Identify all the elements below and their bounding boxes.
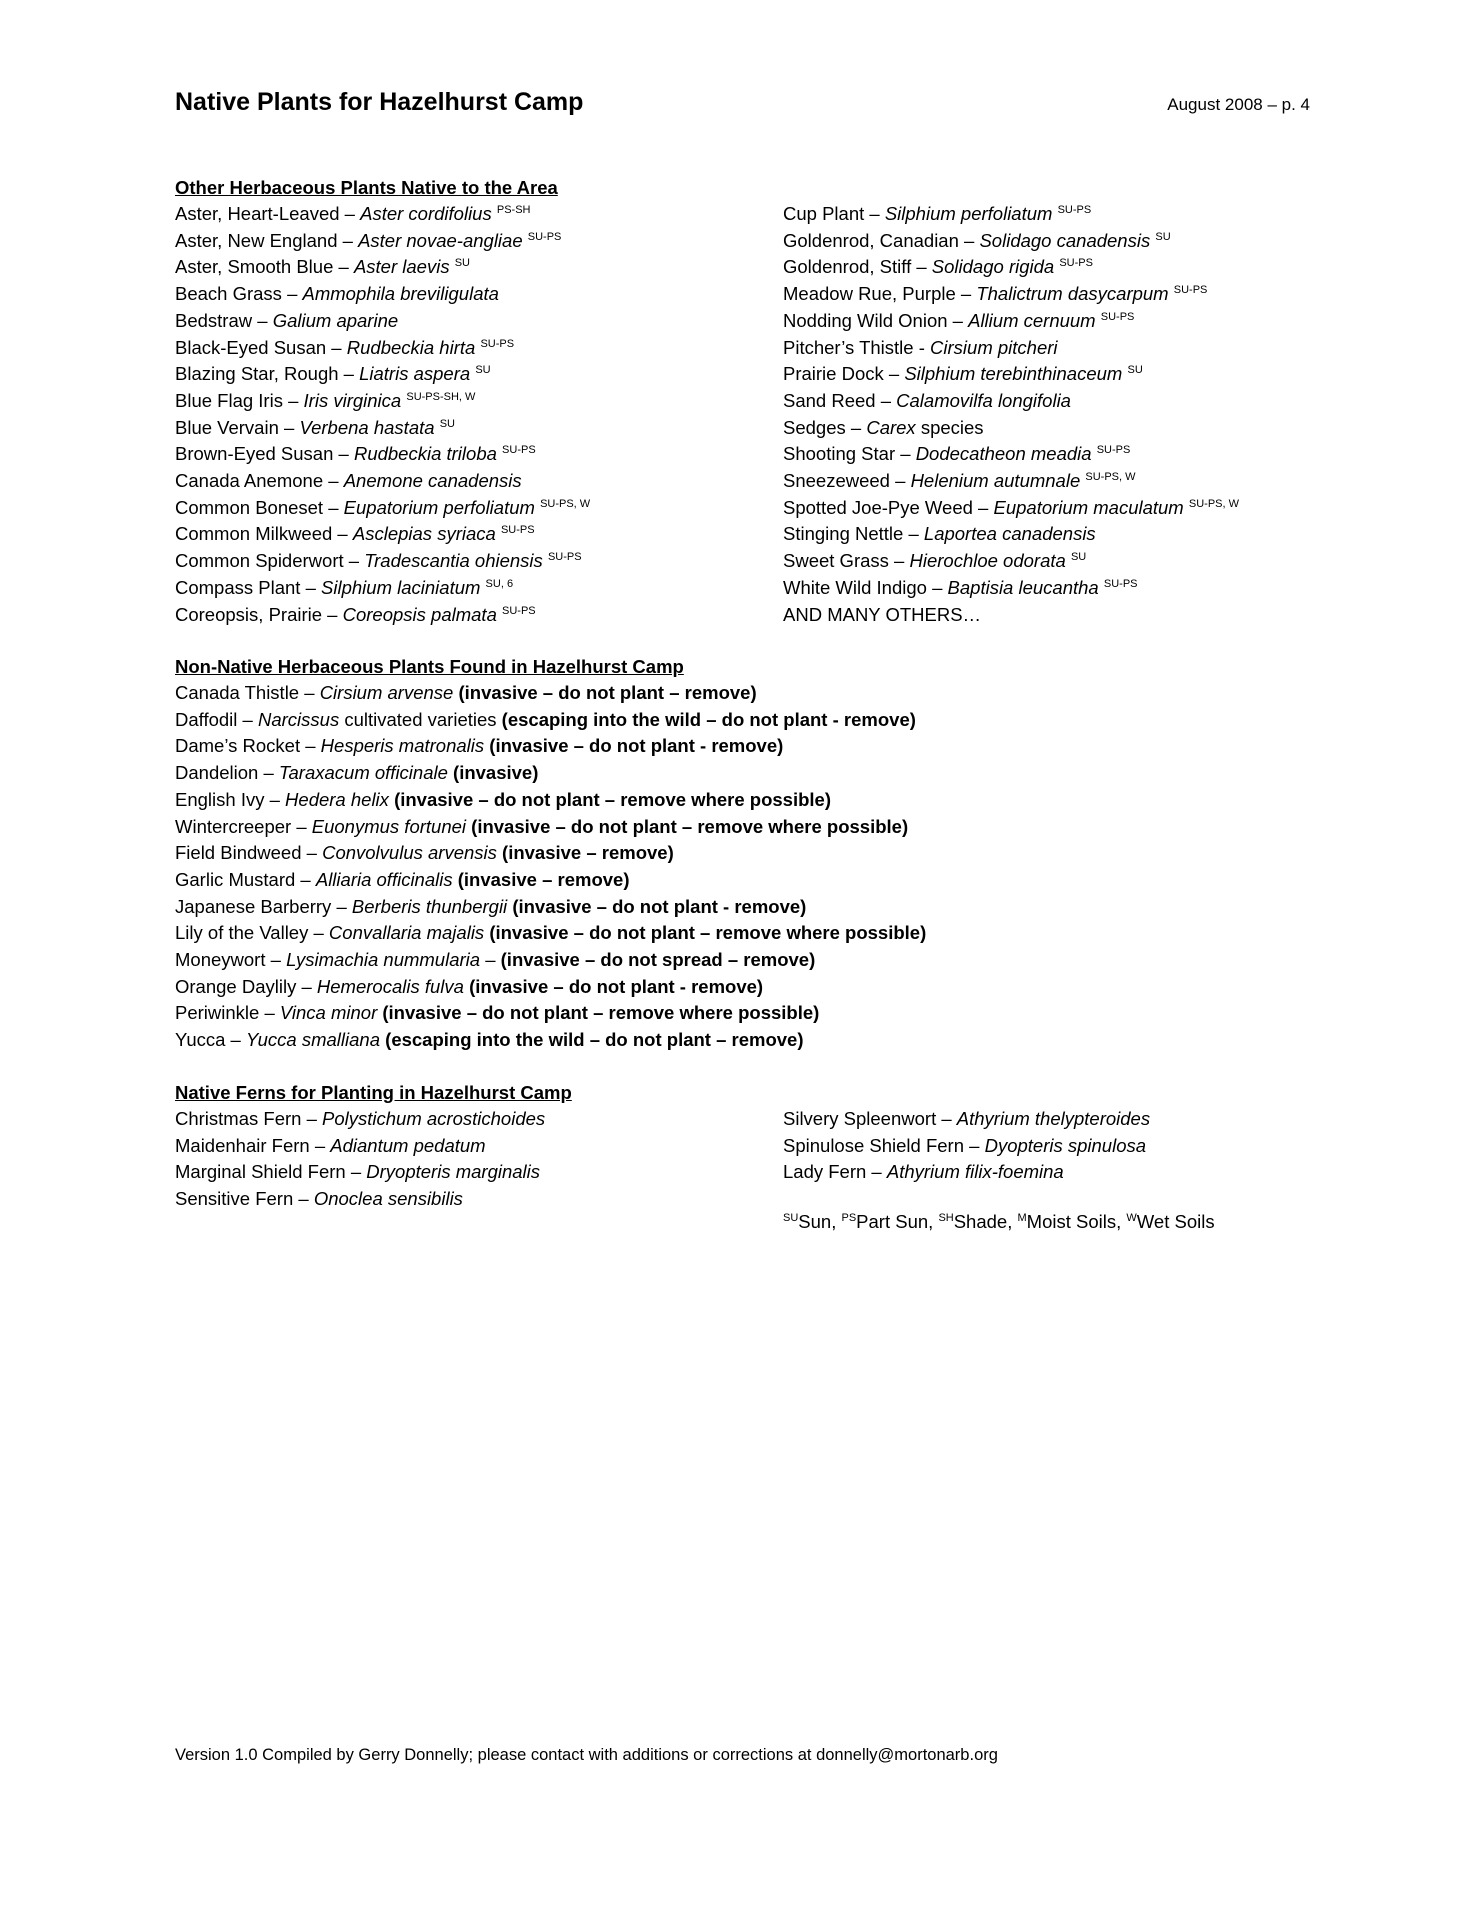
separator: –: [864, 203, 885, 224]
plant-entry: [783, 548, 1239, 575]
scientific-name: Hesperis matronalis: [320, 735, 485, 757]
scientific-name: Coreopsis palmata: [342, 603, 497, 625]
common-name: Garlic Mustard: [175, 868, 296, 890]
exposure-code: SU-PS: [547, 551, 582, 564]
plant-entry: [175, 281, 590, 308]
ferns-list-right: [783, 1106, 1150, 1186]
scientific-name: Convallaria majalis: [328, 922, 485, 944]
common-name: Silvery Spleenwort: [783, 1108, 937, 1129]
scientific-name: Hemerocalis fulva: [316, 975, 464, 997]
exposure-code: SU-PS, W: [1188, 497, 1239, 510]
scientific-name: Alliaria officinalis: [315, 868, 453, 890]
scientific-name: Rudbeckia triloba: [353, 443, 497, 465]
common-name: Sneezeweed: [783, 470, 890, 492]
plant-entry: [783, 602, 1239, 629]
plant-entry: [783, 228, 1239, 255]
scientific-name: Vinca minor: [279, 1002, 378, 1024]
exposure-code: SU-PS: [1103, 577, 1138, 590]
common-name: Blue Flag Iris: [175, 389, 283, 411]
common-name: Japanese Barberry: [175, 895, 332, 917]
separator: –: [955, 283, 977, 305]
non-native-entry: Dandelion – Taraxacum officinale (invasive): [175, 762, 539, 784]
plant-entry: [175, 521, 590, 548]
common-name: Black-Eyed Susan: [175, 336, 327, 358]
plant-entry: [783, 201, 1239, 228]
scientific-name: Asclepias syriaca: [352, 523, 496, 545]
scientific-name: Euonymus fortunei: [311, 815, 467, 837]
scientific-name: Solidago rigida: [931, 256, 1055, 278]
scientific-name: Silphium laciniatum: [321, 576, 481, 598]
non-native-entry: Field Bindweed – Convolvulus arvensis (invasive – remove): [175, 842, 674, 864]
exposure-code: SU-PS, W: [540, 497, 591, 510]
scientific-name: Iris virginica: [303, 389, 402, 411]
exposure-code: SU: [475, 364, 491, 377]
fern-entry: Christmas Fern – Polystichum acrostichoides: [175, 1108, 546, 1129]
status-note: (escaping into the wild – do not plant - remove): [501, 708, 916, 730]
plant-entry: [175, 441, 590, 468]
separator: –: [875, 389, 897, 411]
common-name: Pitcher’s Thistle: [783, 336, 914, 358]
status-note: (invasive – remove): [502, 842, 674, 864]
separator: –: [278, 416, 300, 438]
page-info: August 2008 – p. 4: [1167, 95, 1310, 114]
status-note: (invasive – do not plant – remove where possible): [471, 815, 909, 837]
plant-entry: [175, 308, 590, 335]
scientific-name: Onoclea sensibilis: [313, 1188, 463, 1210]
plant-entry: [175, 548, 590, 575]
common-name: Shooting Star: [783, 443, 896, 465]
exposure-code: SU-PS, W: [1085, 471, 1136, 484]
non-native-entry: Dame’s Rocket – Hesperis matronalis (invasive – do not plant - remove): [175, 735, 784, 757]
scientific-name: Dodecatheon meadia: [915, 443, 1092, 465]
non-native-entry: English Ivy – Hedera helix (invasive – do not plant – remove where possible): [175, 788, 831, 810]
scientific-name: Helenium autumnale: [910, 470, 1081, 492]
fern-entry: Spinulose Shield Fern – Dyopteris spinulosa: [783, 1134, 1147, 1156]
common-name: Moneywort: [175, 949, 266, 971]
common-name: Goldenrod, Stiff: [783, 256, 912, 278]
common-name: English Ivy: [175, 788, 265, 810]
plant-entry: [783, 495, 1239, 522]
legend-label: Sun,: [798, 1211, 842, 1232]
scientific-name: Dryopteris marginalis: [366, 1161, 541, 1183]
separator: –: [339, 203, 361, 224]
fern-entry: Silvery Spleenwort – Athyrium thelypteroides: [783, 1108, 1151, 1129]
section-heading-native-herbs: Other Herbaceous Plants Native to the Area: [175, 177, 558, 198]
common-name: Blazing Star, Rough: [175, 363, 339, 385]
footer-note: Version 1.0 Compiled by Gerry Donnelly; please contact with additions or corrections at donnelly@mortonarb.org: [175, 1746, 998, 1764]
common-name: Common Boneset: [175, 496, 324, 518]
non-native-entry: Orange Daylily – Hemerocalis fulva (invasive – do not plant - remove): [175, 975, 764, 997]
exposure-code: SU-PS: [502, 444, 536, 457]
scientific-name: Aster laevis: [353, 256, 450, 278]
scientific-name: Rudbeckia hirta: [346, 336, 476, 358]
separator: –: [947, 309, 969, 331]
scientific-name: Silphium perfoliatum: [884, 203, 1053, 224]
scientific-name: Yucca smalliana: [245, 1029, 381, 1051]
plant-entry: [175, 468, 590, 495]
scientific-name: Galium aparine: [272, 309, 399, 331]
name-suffix: cultivated varieties: [339, 708, 502, 730]
separator: –: [300, 576, 322, 598]
common-name: Spinulose Shield Fern: [783, 1134, 964, 1156]
common-name: Brown-Eyed Susan: [175, 443, 334, 465]
ferns-list-left: [175, 1106, 545, 1213]
non-native-entry: Garlic Mustard – Alliaria officinalis (invasive – remove): [175, 868, 630, 890]
separator: –: [343, 550, 365, 572]
status-note: (invasive – remove): [457, 868, 630, 890]
exposure-code: SU-PS: [500, 524, 535, 537]
legend-label: Shade,: [953, 1211, 1018, 1232]
common-name: Marginal Shield Fern: [175, 1161, 346, 1183]
non-native-entry: Wintercreeper – Euonymus fortunei (invasive – do not plant – remove where possible): [175, 815, 909, 837]
page-title: Native Plants for Hazelhurst Camp: [175, 88, 584, 116]
native-herbs-list-right: [783, 201, 1239, 628]
separator: –: [323, 496, 344, 518]
common-name: Sensitive Fern: [175, 1188, 294, 1210]
exposure-code: SU: [1155, 230, 1171, 243]
name-suffix: –: [480, 949, 501, 971]
legend-label: Moist Soils,: [1026, 1211, 1127, 1232]
common-name: Goldenrod, Canadian: [783, 229, 959, 251]
common-name: Periwinkle: [175, 1002, 260, 1024]
common-name: Sand Reed: [783, 389, 876, 411]
scientific-name: Aster novae-angliae: [358, 229, 523, 251]
scientific-name: Ammophila breviligulata: [302, 283, 499, 305]
scientific-name: Eupatorium maculatum: [993, 496, 1184, 518]
fern-entry: Marginal Shield Fern – Dryopteris marginalis: [175, 1161, 541, 1183]
plant-entry: [783, 254, 1239, 281]
common-name: Sweet Grass: [783, 550, 889, 572]
non-native-list: [175, 680, 926, 1054]
status-note: (invasive – do not plant - remove): [512, 895, 807, 917]
scientific-name: Baptisia leucantha: [947, 576, 1099, 598]
fern-entry: Lady Fern – Athyrium filix-foemina: [783, 1161, 1064, 1183]
legend-code: M: [1017, 1212, 1027, 1224]
scientific-name: Cirsium arvense: [319, 682, 454, 703]
common-name: Coreopsis, Prairie: [175, 603, 323, 625]
plant-entry: [783, 521, 1239, 548]
common-name: Field Bindweed: [175, 842, 302, 864]
separator: –: [326, 336, 347, 358]
separator: –: [323, 470, 344, 492]
status-note: (invasive – do not plant – remove): [458, 682, 757, 703]
common-name: Canada Anemone: [175, 470, 324, 492]
legend-code: SH: [938, 1212, 954, 1224]
light-soil-legend: [783, 1211, 1215, 1233]
common-name: AND MANY OTHERS…: [783, 603, 982, 625]
scientific-name: Carex: [866, 416, 916, 438]
status-note: (invasive – do not plant – remove where possible): [489, 922, 927, 944]
exposure-code: SU-PS: [480, 337, 515, 350]
native-herbs-list-left: [175, 201, 590, 628]
plant-entry: [175, 602, 590, 629]
plant-entry: [783, 388, 1239, 415]
exposure-code: PS-SH: [496, 204, 531, 216]
separator: –: [903, 523, 924, 545]
common-name: Dandelion: [175, 762, 259, 784]
status-note: (invasive – do not plant – remove where possible): [394, 788, 831, 810]
plant-entry: [783, 361, 1239, 388]
status-note: (invasive – do not plant - remove): [489, 735, 784, 757]
separator: -: [913, 336, 931, 358]
separator: –: [322, 603, 343, 625]
scientific-name: Narcissus: [257, 708, 340, 730]
common-name: Common Spiderwort: [175, 550, 344, 572]
plant-entry: [783, 281, 1239, 308]
plant-entry: [783, 415, 1239, 442]
plant-entry: [175, 575, 590, 602]
exposure-code: SU-PS: [1100, 310, 1135, 323]
scientific-name: Hierochloe odorata: [909, 550, 1066, 572]
non-native-entry: Canada Thistle – Cirsium arvense (invasive – do not plant – remove): [175, 682, 757, 703]
common-name: Spotted Joe-Pye Weed: [783, 496, 973, 518]
scientific-name: Solidago canadensis: [979, 229, 1151, 251]
common-name: Orange Daylily: [175, 975, 297, 997]
scientific-name: Taraxacum officinale: [278, 762, 448, 784]
scientific-name: Aster cordifolius: [360, 203, 492, 224]
common-name: Daffodil: [175, 708, 238, 730]
common-name: Blue Vervain: [175, 416, 279, 438]
scientific-name: Laportea canadensis: [923, 523, 1096, 545]
section-heading-non-native: Non-Native Herbaceous Plants Found in Hazelhurst Camp: [175, 656, 684, 677]
legend-code: SU: [783, 1212, 799, 1224]
plant-entry: [175, 415, 590, 442]
common-name: Nodding Wild Onion: [783, 309, 948, 331]
separator: –: [282, 389, 304, 411]
plant-entry: [783, 441, 1239, 468]
separator: –: [845, 416, 867, 438]
scientific-name: Verbena hastata: [299, 416, 435, 438]
non-native-entry: Japanese Barberry – Berberis thunbergii (invasive – do not plant - remove): [175, 895, 807, 917]
common-name: Sedges: [783, 416, 846, 438]
scientific-name: Polystichum acrostichoides: [322, 1108, 546, 1129]
legend-code: PS: [841, 1212, 857, 1224]
common-name: Christmas Fern: [175, 1108, 302, 1129]
exposure-code: SU: [439, 417, 455, 430]
exposure-code: SU-PS: [502, 604, 536, 617]
common-name: Beach Grass: [175, 283, 282, 305]
non-native-entry: Daffodil – Narcissus cultivated varieties (escaping into the wild – do not plant - remove): [175, 708, 916, 730]
plant-entry: [783, 308, 1239, 335]
scientific-name: Anemone canadensis: [343, 470, 522, 492]
separator: –: [895, 443, 916, 465]
status-note: (invasive – do not spread – remove): [500, 949, 816, 971]
common-name: White Wild Indigo: [783, 576, 927, 598]
scientific-name: Adiantum pedatum: [330, 1134, 486, 1156]
scientific-name: Athyrium filix-foemina: [886, 1161, 1064, 1183]
scientific-name: Thalictrum dasycarpum: [976, 283, 1169, 305]
common-name: Stinging Nettle: [783, 523, 904, 545]
common-name: Prairie Dock: [783, 363, 884, 385]
plant-entry: [175, 201, 590, 228]
scientific-name: Calamovilfa longifolia: [896, 389, 1071, 411]
common-name: Yucca: [175, 1029, 226, 1051]
separator: –: [888, 550, 910, 572]
plant-entry: [783, 335, 1239, 362]
separator: –: [281, 283, 303, 305]
common-name: Aster, Heart-Leaved: [175, 203, 340, 224]
plant-entry: [175, 254, 590, 281]
common-name: Aster, Smooth Blue: [175, 256, 334, 278]
separator: –: [926, 576, 948, 598]
common-name: Maidenhair Fern: [175, 1134, 310, 1156]
exposure-code: SU-PS: [1096, 444, 1131, 457]
status-note: (invasive): [453, 762, 539, 784]
common-name: Aster, New England: [175, 229, 338, 251]
separator: –: [252, 309, 273, 331]
separator: –: [911, 256, 932, 278]
fern-entry: Sensitive Fern – Onoclea sensibilis: [175, 1188, 463, 1210]
common-name: Wintercreeper: [175, 815, 292, 837]
legend-label: Part Sun,: [856, 1211, 939, 1232]
fern-entry: Maidenhair Fern – Adiantum pedatum: [175, 1134, 486, 1156]
name-suffix: species: [915, 416, 984, 438]
scientific-name: Allium cernuum: [968, 309, 1096, 331]
scientific-name: Convolvulus arvensis: [322, 842, 497, 864]
legend-code: W: [1126, 1212, 1137, 1224]
separator: –: [333, 256, 354, 278]
scientific-name: Silphium terebinthinaceum: [904, 363, 1123, 385]
status-note: (invasive – do not plant – remove where possible): [382, 1002, 820, 1024]
legend-label: Wet Soils: [1136, 1211, 1215, 1232]
scientific-name: Berberis thunbergii: [351, 895, 508, 917]
status-note: (escaping into the wild – do not plant – remove): [385, 1029, 804, 1051]
plant-entry: [175, 361, 590, 388]
non-native-entry: Yucca – Yucca smalliana (escaping into the wild – do not plant – remove): [175, 1029, 804, 1051]
non-native-entry: Moneywort – Lysimachia nummularia – (invasive – do not spread – remove): [175, 949, 816, 971]
non-native-entry: Periwinkle – Vinca minor (invasive – do not plant – remove where possible): [175, 1002, 820, 1024]
scientific-name: Dyopteris spinulosa: [984, 1134, 1147, 1156]
common-name: Cup Plant: [783, 203, 865, 224]
plant-entry: [175, 228, 590, 255]
section-heading-ferns: Native Ferns for Planting in Hazelhurst Camp: [175, 1082, 572, 1103]
separator: –: [889, 470, 911, 492]
plant-entry: [175, 495, 590, 522]
common-name: Dame’s Rocket: [175, 735, 301, 757]
scientific-name: Cirsium pitcheri: [930, 336, 1058, 358]
scientific-name: Hedera helix: [285, 788, 389, 810]
common-name: Meadow Rue, Purple: [783, 283, 956, 305]
common-name: Lady Fern: [783, 1161, 867, 1183]
scientific-name: Eupatorium perfoliatum: [343, 496, 535, 518]
separator: –: [337, 229, 359, 251]
separator: –: [883, 363, 905, 385]
separator: –: [958, 229, 980, 251]
plant-entry: [175, 335, 590, 362]
exposure-code: SU: [454, 257, 470, 270]
non-native-entry: Lily of the Valley – Convallaria majalis (invasive – do not plant – remove where possible): [175, 922, 927, 944]
scientific-name: Athyrium thelypteroides: [956, 1108, 1151, 1129]
separator: –: [338, 363, 360, 385]
common-name: Lily of the Valley: [175, 922, 309, 944]
exposure-code: SU, 6: [485, 577, 514, 590]
separator: –: [972, 496, 994, 518]
plant-entry: [783, 575, 1239, 602]
exposure-code: SU: [1070, 551, 1087, 564]
scientific-name: Lysimachia nummularia: [286, 949, 481, 971]
common-name: Compass Plant: [175, 576, 301, 598]
exposure-code: SU-PS: [527, 230, 562, 243]
common-name: Bedstraw: [175, 309, 253, 331]
exposure-code: SU-PS-SH, W: [406, 390, 476, 403]
plant-entry: [175, 388, 590, 415]
common-name: Canada Thistle: [175, 682, 300, 703]
scientific-name: Liatris aspera: [359, 363, 471, 385]
separator: –: [332, 523, 353, 545]
separator: –: [333, 443, 354, 465]
status-note: (invasive – do not plant - remove): [469, 975, 764, 997]
plant-entry: [783, 468, 1239, 495]
scientific-name: Tradescantia ohiensis: [364, 550, 543, 572]
common-name: Common Milkweed: [175, 523, 333, 545]
exposure-code: SU-PS: [1059, 257, 1093, 270]
exposure-code: SU-PS: [1057, 204, 1092, 216]
exposure-code: SU-PS: [1173, 284, 1208, 297]
exposure-code: SU: [1127, 364, 1143, 377]
